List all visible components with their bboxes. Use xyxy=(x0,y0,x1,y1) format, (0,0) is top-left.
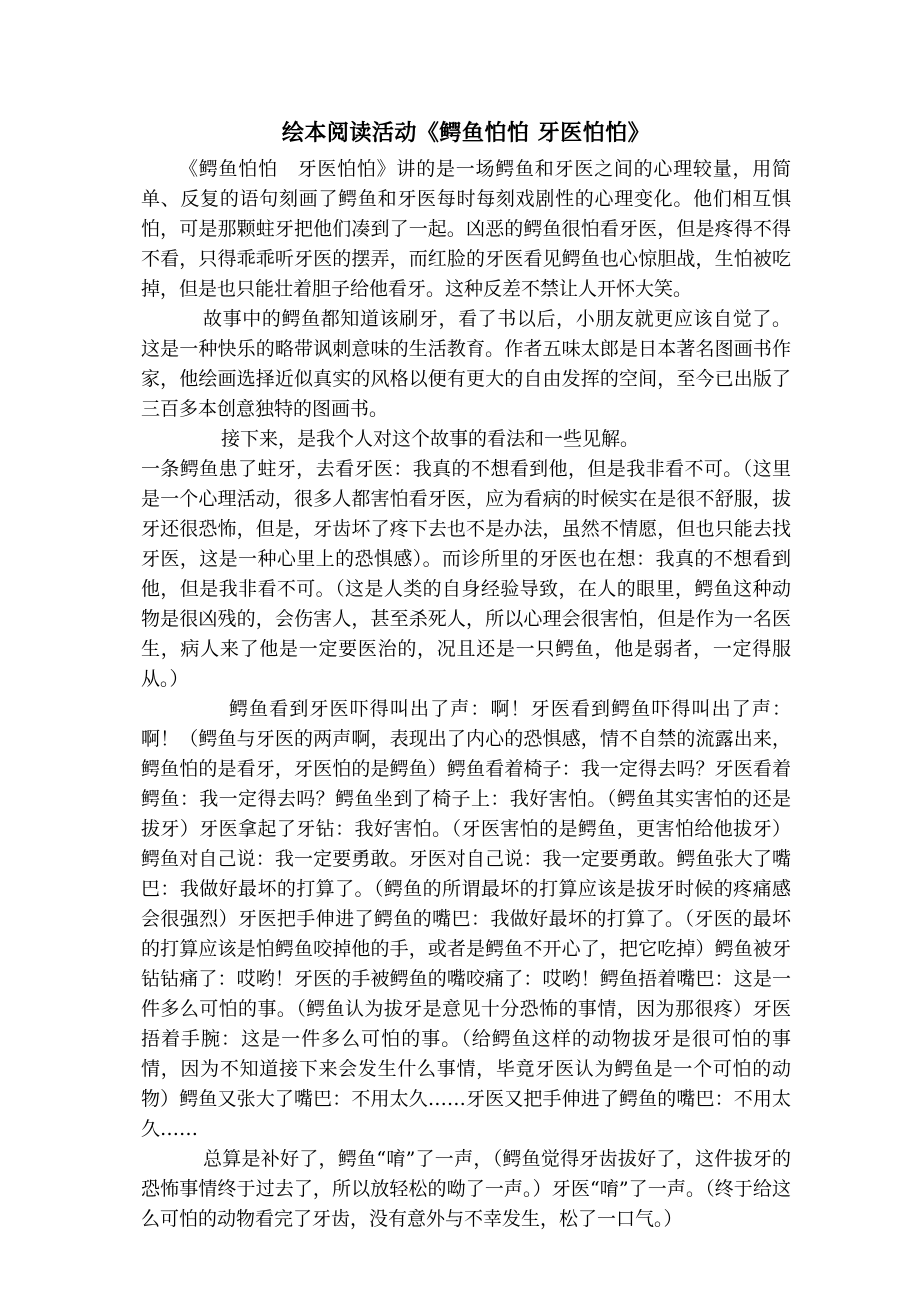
paragraph-author: 故事中的鳄鱼都知道该刷牙，看了书以后，小朋友就更应该自觉了。这是一种快乐的略带讽刺意味的生活教育。作者五味太郎是日本著名图画书作家，他绘画选择近似真实的风格以便有更大的自由发挥的空间，至今已出版了三百多本创意独特的图画书。 xyxy=(141,308,791,420)
document-page xyxy=(141,116,791,1234)
paragraph-transition: 接下来，是我个人对这个故事的看法和一些见解。 xyxy=(221,428,640,450)
paragraph-conclusion: 总算是补好了，鳄鱼“唷”了一声，（鳄鱼觉得牙齿拔好了，这件拔牙的恐怖事情终于过去了，所以放轻松的呦了一声。）牙医“唷”了一声。（终于给这么可怕的动物看完了牙齿，没有意外与不幸发生，松了一口气。） xyxy=(141,1148,791,1230)
paragraph-intro: 《鳄鱼怕怕 牙医怕怕》讲的是一场鳄鱼和牙医之间的心理较量，用简单、反复的语句刻画了鳄鱼和牙医每时每刻戏剧性的心理变化。他们相互惧怕，可是那颗蛀牙把他们凑到了一起。凶恶的鳄鱼很怕看牙医，但是疼得不得不看，只得乖乖听牙医的摆弄，而红脸的牙医看见鳄鱼也心惊胆战，生怕被吃掉，但是也只能壮着胆子给他看牙。这种反差不禁让人开怀大笑。 xyxy=(141,158,791,300)
paragraph-analysis-1: 一条鳄鱼患了蛀牙，去看牙医：我真的不想看到他，但是我非看不可。（这里是一个心理活动，很多人都害怕看牙医，应为看病的时候实在是很不舒服，拔牙还很恐怖，但是，牙齿坏了疼下去也不是办法，虽然不情愿，但也只能去找牙医，这是一种心里上的恐惧感）。而诊所里的牙医也在想：我真的不想看到他，但是我非看不可。（这是人类的自身经验导致，在人的眼里，鳄鱼这种动物是很凶残的，会伤害人，甚至杀死人，所以心理会很害怕，但是作为一名医生，病人来了他是一定要医治的，况且还是一只鳄鱼，他是弱者，一定得服从。） xyxy=(141,458,791,690)
paragraph-analysis-2: 鳄鱼看到牙医吓得叫出了声：啊！牙医看到鳄鱼吓得叫出了声：啊！（鳄鱼与牙医的两声啊，表现出了内心的恐惧感，情不自禁的流露出来，鳄鱼怕的是看牙，牙医怕的是鳄鱼）鳄鱼看着椅子：我一定得去吗？牙医看着鳄鱼：我一定得去吗？鳄鱼坐到了椅子上：我好害怕。（鳄鱼其实害怕的还是拔牙）牙医拿起了牙钻：我好害怕。（牙医害怕的是鳄鱼，更害怕给他拔牙）鳄鱼对自己说：我一定要勇敢。牙医对自己说：我一定要勇敢。鳄鱼张大了嘴巴：我做好最坏的打算了。（鳄鱼的所谓最坏的打算应该是拔牙时候的疼痛感会很强烈）牙医把手伸进了鳄鱼的嘴巴：我做好最坏的打算了。（牙医的最坏的打算应该是怕鳄鱼咬掉他的手，或者是鳄鱼不开心了，把它吃掉）鳄鱼被牙钻钻痛了：哎哟！牙医的手被鳄鱼的嘴咬痛了：哎哟！鳄鱼捂着嘴巴：这是一件多么可怕的事。（鳄鱼认为拔牙是意见十分恐怖的事情，因为那很疼）牙医捂着手腕：这是一件多么可怕的事。（给鳄鱼这样的动物拔牙是很可怕的事情，因为不知道接下来会发生什么事情，毕竟牙医认为鳄鱼是一个可怕的动物）鳄鱼又张大了嘴巴：不用太久……牙医又把手伸进了鳄鱼的嘴巴：不用太久…… xyxy=(141,698,791,1140)
document-title: 绘本阅读活动《鳄鱼怕怕 牙医怕怕》 xyxy=(281,121,651,146)
